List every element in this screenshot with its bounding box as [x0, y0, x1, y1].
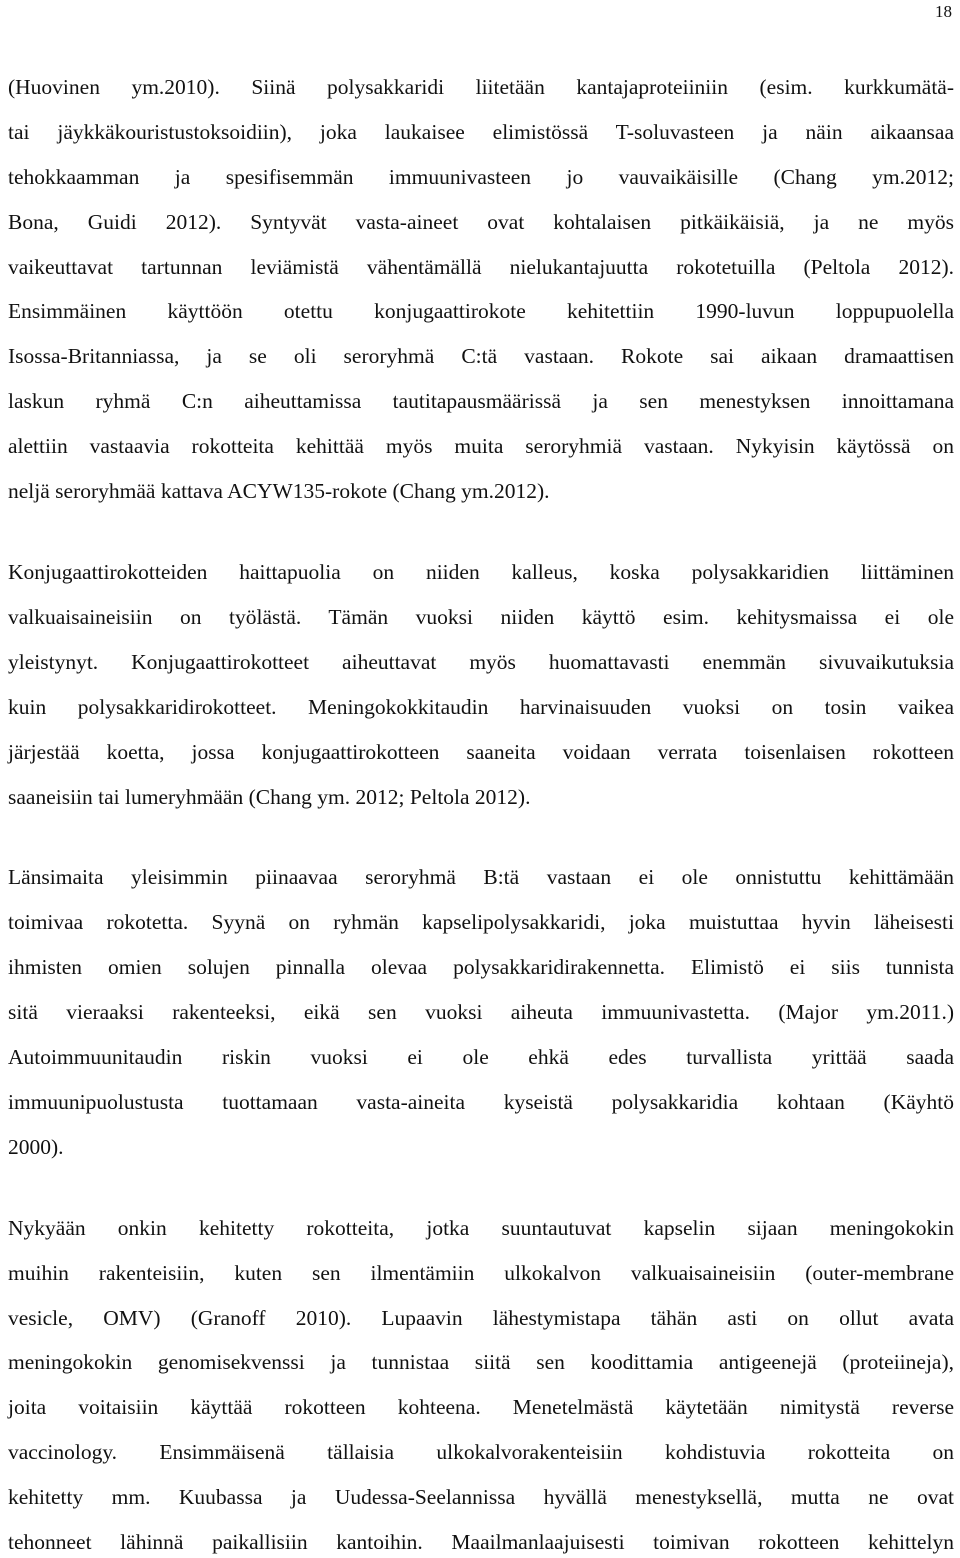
text-line: järjestää koetta, jossa konjugaattirokotteen saaneita voidaan verrata toisenlaisen rokotteen [8, 740, 954, 764]
text-line: kuin polysakkaridirokotteet. Meningokokkitaudin harvinaisuuden vuoksi on tosin vaikea [8, 695, 954, 719]
text-line: 2000). [8, 1135, 64, 1159]
text-line: Autoimmuunitaudin riskin vuoksi ei ole ehkä edes turvallista yrittää saada [8, 1045, 954, 1069]
text-line: Isossa-Britanniassa, ja se oli seroryhmä C:tä vastaan. Rokote sai aikaan dramaattisen [8, 344, 954, 368]
page-number: 18 [935, 2, 952, 21]
text-line: muihin rakenteisiin, kuten sen ilmentämiin ulkokalvon valkuaisaineisiin (outer-membrane [8, 1261, 954, 1285]
text-line: immuunipuolustusta tuottamaan vasta-aineita kyseistä polysakkaridia kohtaan (Käyhtö [8, 1090, 954, 1114]
text-line: Bona, Guidi 2012). Syntyvät vasta-aineet ovat kohtalaisen pitkäikäisiä, ja ne myös [8, 210, 954, 234]
text-line: Ensimmäinen käyttöön otettu konjugaattirokote kehitettiin 1990-luvun loppupuolella [8, 299, 954, 323]
text-line: joita voitaisiin käyttää rokotteen kohteena. Menetelmästä käytetään nimitystä reverse [8, 1395, 954, 1419]
text-line: vaikeuttavat tartunnan leviämistä vähentämällä nielukantajuutta rokotetuilla (Peltola 2012). [8, 255, 954, 279]
text-line: vaccinology. Ensimmäisenä tällaisia ulkokalvorakenteisiin kohdistuvia rokotteita on [8, 1440, 954, 1464]
text-line: vesicle, OMV) (Granoff 2010). Lupaavin lähestymistapa tähän asti on ollut avata [8, 1306, 954, 1330]
text-line: toimivaa rokotetta. Syynä on ryhmän kapselipolysakkaridi, joka muistuttaa hyvin läheisesti [8, 910, 954, 934]
text-line: alettiin vastaavia rokotteita kehittää myös muita seroryhmiä vastaan. Nykyisin käytössä on [8, 434, 954, 458]
text-line: meningokokin genomisekvenssi ja tunnistaa siitä sen koodittamia antigeenejä (proteiineja), [8, 1350, 954, 1374]
text-line: tai jäykkäkouristustoksoidiin), joka laukaisee elimistössä T-soluvasteen ja näin aikaansaa [8, 120, 954, 144]
text-line: valkuaisaineisiin on työlästä. Tämän vuoksi niiden käyttö esim. kehitysmaissa ei ole [8, 605, 954, 629]
text-line: kehitetty mm. Kuubassa ja Uudessa-Seelannissa hyvällä menestyksellä, mutta ne ovat [8, 1485, 954, 1509]
text-line: tehokkaamman ja spesifisemmän immuunivasteen jo vauvaikäisille (Chang ym.2012; [8, 165, 954, 189]
text-line: yleistynyt. Konjugaattirokotteet aiheuttavat myös huomattavasti enemmän sivuvaikutuksia [8, 650, 954, 674]
text-line: Länsimaita yleisimmin piinaavaa seroryhmä B:tä vastaan ei ole onnistuttu kehittämään [8, 865, 954, 889]
text-line: (Huovinen ym.2010). Siinä polysakkaridi liitetään kantajaproteiiniin (esim. kurkkumätä- [8, 75, 954, 99]
text-line: tehonneet lähinnä paikallisiin kantoihin. Maailmanlaajuisesti toimivan rokotteen kehittelyn [8, 1530, 954, 1554]
text-line: Konjugaattirokotteiden haittapuolia on niiden kalleus, koska polysakkaridien liittäminen [8, 560, 954, 584]
text-line: ihmisten omien solujen pinnalla olevaa polysakkaridirakennetta. Elimistö ei siis tunnista [8, 955, 954, 979]
text-line: neljä seroryhmää kattava ACYW135-rokote (Chang ym.2012). [8, 479, 550, 503]
text-line: sitä vieraaksi rakenteeksi, eikä sen vuoksi aiheuta immuunivastetta. (Major ym.2011.) [8, 1000, 954, 1024]
text-line: saaneisiin tai lumeryhmään (Chang ym. 2012; Peltola 2012). [8, 785, 531, 809]
text-line: Nykyään onkin kehitetty rokotteita, jotka suuntautuvat kapselin sijaan meningokokin [8, 1216, 954, 1240]
text-line: laskun ryhmä C:n aiheuttamissa tautitapausmäärissä ja sen menestyksen innoittamana [8, 389, 954, 413]
